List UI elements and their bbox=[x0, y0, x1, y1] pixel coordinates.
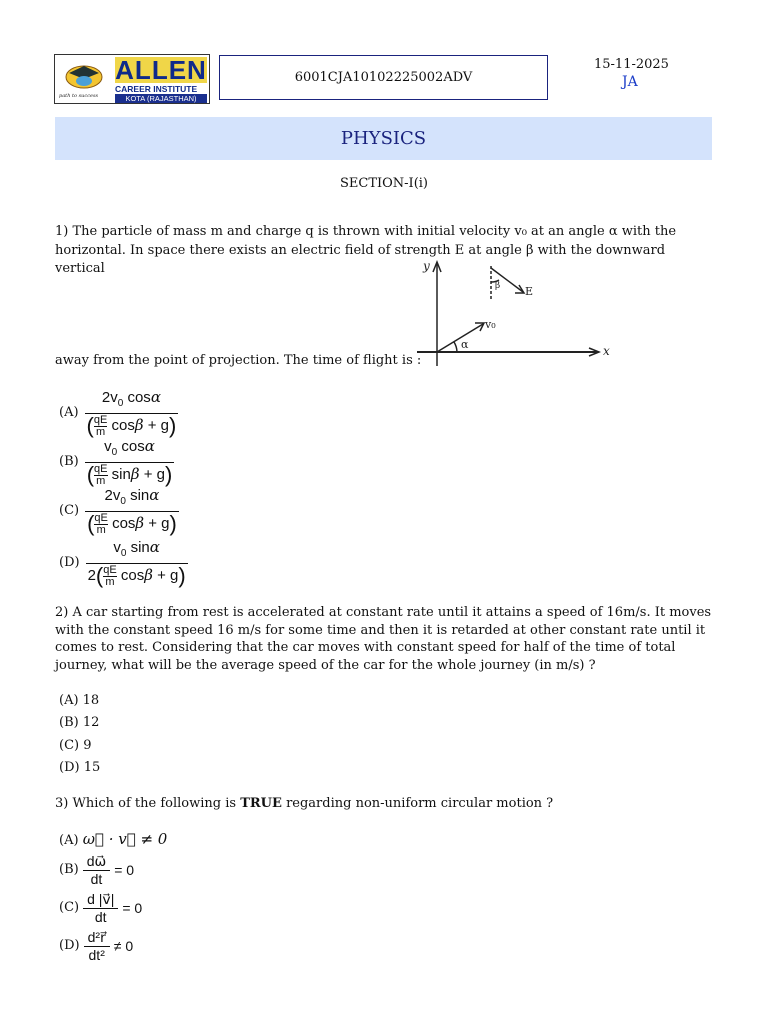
fraction-denominator: 2( $\frac{qE}{m}$ cosβ + g) bbox=[87, 563, 186, 589]
q1-option-fraction bbox=[85, 388, 179, 438]
q1-option-label: (D) bbox=[59, 555, 80, 571]
q3-c-num: d |v⃗| bbox=[87, 891, 115, 907]
q1-option-label: (C) bbox=[59, 503, 80, 519]
q3-option-a[interactable] bbox=[59, 830, 167, 848]
qe-over-m bbox=[103, 565, 116, 588]
num-angle: α bbox=[150, 388, 161, 406]
section-title: SECTION-I(i) bbox=[339, 176, 428, 191]
q1-option-c[interactable] bbox=[59, 486, 179, 536]
e-label: E bbox=[525, 285, 534, 298]
q2-option-c[interactable]: (C) 9 bbox=[59, 738, 92, 753]
den-prefix: 2 bbox=[87, 567, 96, 584]
den-beta: β bbox=[134, 416, 144, 434]
q3-d-den: dt² bbox=[88, 947, 105, 963]
q1-figure bbox=[415, 256, 615, 368]
den-trig: cos bbox=[112, 515, 136, 532]
qe: qE bbox=[103, 563, 117, 576]
allen-logo bbox=[54, 54, 210, 104]
q3-option-label: (B) bbox=[59, 862, 79, 877]
q2-text: 2) A car starting from rest is accelerated at constant rate until it attains a speed of 16m/s. It moves with the constant speed 16 m/s for some time and then it is retarded at other constant rate until it comes to rest. Considering that the car moves with constant speed for half of the time of total journey, what will be the average speed of the car for the whole journey (in m/s) ? bbox=[55, 605, 712, 673]
q2-option-b[interactable]: (B) 12 bbox=[59, 715, 100, 730]
q1-option-b[interactable] bbox=[59, 437, 174, 487]
q3-c-rhs: = 0 bbox=[122, 899, 143, 916]
logo-brand: ALLEN bbox=[115, 55, 207, 85]
num-angle: α bbox=[149, 538, 160, 556]
fraction-numerator bbox=[98, 388, 165, 413]
den-trig: cos bbox=[111, 417, 135, 434]
den-plus-g: + g bbox=[147, 417, 169, 434]
num-trig: cos bbox=[127, 389, 151, 406]
qe-over-m bbox=[94, 464, 107, 487]
logo-tagline: path to success bbox=[59, 93, 99, 99]
y-label: y bbox=[423, 259, 430, 273]
qe-over-m bbox=[94, 415, 107, 438]
q3-option-label: (A) bbox=[59, 833, 79, 848]
fraction-numerator bbox=[109, 538, 164, 563]
q3-option-label: (D) bbox=[59, 938, 80, 953]
q3-text-post: regarding non-uniform circular motion ? bbox=[281, 796, 554, 811]
q3-option-d[interactable] bbox=[59, 928, 133, 963]
v0-label: v₀ bbox=[485, 318, 496, 331]
num-coef: 2v bbox=[101, 389, 118, 406]
m: m bbox=[96, 523, 106, 536]
fraction-denominator: ( $\frac{qE}{m}$ cosβ + g) bbox=[86, 413, 177, 439]
num-coef: v bbox=[113, 539, 121, 556]
q1-text-line3: away from the point of projection. The time of flight is : bbox=[55, 353, 422, 368]
beta-label: β bbox=[495, 281, 501, 291]
m: m bbox=[96, 425, 106, 438]
subject-banner bbox=[55, 117, 712, 160]
num-coef: v bbox=[104, 438, 112, 455]
q3-b-rhs: = 0 bbox=[114, 861, 135, 878]
den-trig: cos bbox=[120, 567, 145, 584]
q2-option-d[interactable]: (D) 15 bbox=[59, 760, 101, 775]
paper-code: 6001CJA10102225002ADV bbox=[294, 70, 473, 85]
q1-option-fraction bbox=[86, 538, 188, 588]
q3-option-b[interactable] bbox=[59, 852, 134, 887]
x-label: x bbox=[603, 344, 610, 358]
q3-c-den: dt bbox=[94, 909, 107, 925]
paper-code-box bbox=[219, 55, 548, 100]
qe: qE bbox=[94, 511, 108, 524]
den-plus-g: + g bbox=[143, 466, 165, 483]
q3-d-fraction bbox=[84, 928, 110, 963]
q1-option-label: (A) bbox=[59, 405, 79, 421]
num-trig: sin bbox=[130, 539, 150, 556]
num-coef: 2v bbox=[104, 487, 121, 504]
den-plus-g: + g bbox=[157, 567, 179, 584]
q2-option-a[interactable]: (A) 18 bbox=[59, 693, 100, 708]
q1-text-line1: 1) The particle of mass m and charge q is thrown with initial velocity v₀ at an angle α with the bbox=[55, 224, 677, 239]
m: m bbox=[105, 575, 115, 588]
alpha-arc bbox=[454, 342, 457, 352]
q3-text-bold: TRUE bbox=[240, 796, 282, 811]
qe-over-m bbox=[94, 513, 107, 536]
q1-option-label: (B) bbox=[59, 454, 79, 470]
den-beta: β bbox=[144, 566, 153, 584]
qe: qE bbox=[93, 413, 108, 426]
q3-b-num: dω⃗ bbox=[86, 853, 107, 869]
exam-date: 15-11-2025 bbox=[594, 57, 669, 72]
logo-subtitle: CAREER INSTITUTE bbox=[115, 84, 198, 94]
subject-title: PHYSICS bbox=[340, 128, 427, 149]
num-sub: 0 bbox=[117, 398, 124, 409]
v0-arrow bbox=[437, 324, 483, 352]
emblem-icon bbox=[59, 61, 109, 91]
num-angle: α bbox=[144, 437, 155, 455]
fraction-numerator bbox=[101, 486, 164, 511]
q1-option-fraction bbox=[85, 486, 179, 536]
stream-code: JA bbox=[622, 74, 638, 90]
q3-d-num: d²r⃗ bbox=[87, 929, 106, 945]
num-trig: cos bbox=[121, 438, 145, 455]
den-beta: β bbox=[135, 514, 145, 532]
q3-c-fraction bbox=[83, 890, 118, 925]
q3-b-den: dt bbox=[90, 871, 103, 887]
q3-option-c[interactable] bbox=[59, 890, 142, 925]
num-angle: α bbox=[149, 486, 160, 504]
den-beta: β bbox=[130, 465, 140, 483]
q1-text-line2: horizontal. In space there exists an electric field of strength E at angle β with the downward vertical bbox=[55, 243, 666, 276]
q3-b-fraction bbox=[83, 852, 111, 887]
m: m bbox=[96, 474, 106, 487]
den-trig: sin bbox=[111, 466, 131, 483]
fraction-numerator bbox=[100, 437, 159, 462]
num-sub: 0 bbox=[120, 548, 127, 559]
q1-option-a[interactable] bbox=[59, 388, 178, 438]
num-trig: sin bbox=[130, 487, 150, 504]
q3-a-expression: ω⃗ · v⃗ ≠ 0 bbox=[82, 830, 168, 848]
q3-text-pre: 3) Which of the following is bbox=[55, 796, 241, 811]
q1-option-d[interactable] bbox=[59, 538, 188, 588]
q3-d-rhs: ≠ 0 bbox=[113, 937, 134, 954]
q3-text bbox=[55, 795, 715, 813]
alpha-label: α bbox=[461, 338, 469, 351]
q3-option-label: (C) bbox=[59, 900, 80, 915]
fraction-denominator: ( $\frac{qE}{m}$ sinβ + g) bbox=[86, 462, 173, 488]
den-plus-g: + g bbox=[148, 515, 170, 532]
num-sub: 0 bbox=[120, 496, 126, 507]
logo-location: KOTA (RAJASTHAN) bbox=[115, 94, 207, 103]
fraction-denominator: ( $\frac{qE}{m}$ cosβ + g) bbox=[87, 511, 177, 537]
num-sub: 0 bbox=[111, 447, 118, 458]
qe: qE bbox=[94, 462, 108, 475]
q1-option-fraction bbox=[85, 437, 175, 487]
